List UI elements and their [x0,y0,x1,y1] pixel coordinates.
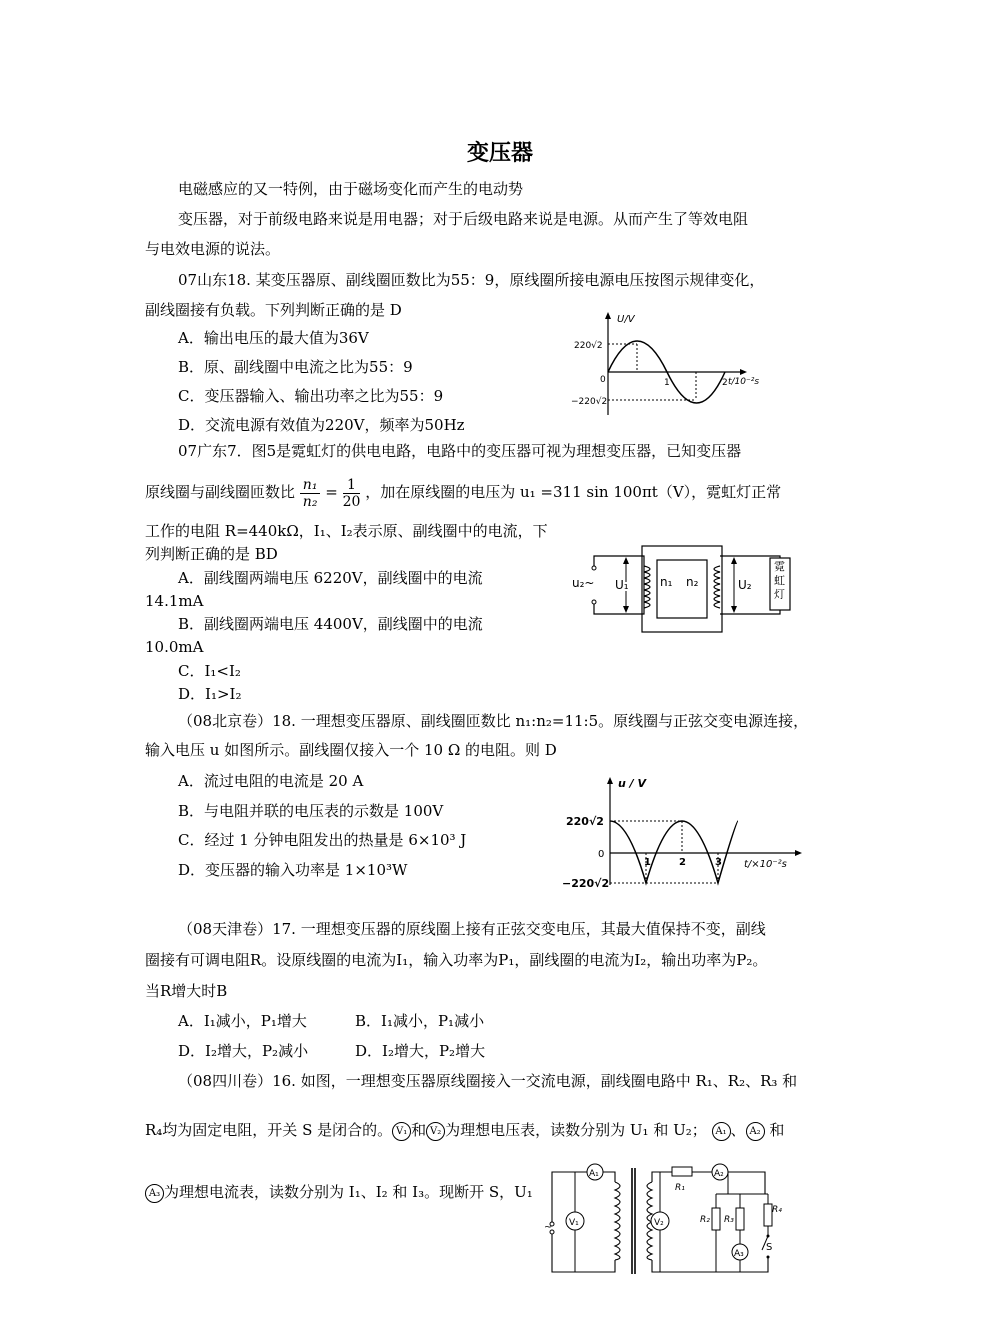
q1-graph-tick-2: 2 [722,378,728,388]
q2-U2-label: U₂ [738,578,752,592]
q2-stem-3: 工作的电阻 R=440kΩ，I₁、I₂表示原、副线圈中的电流，下 [145,522,548,540]
q2-option-d: D．I₁>I₂ [178,685,242,703]
q2-stem-4: 列判断正确的是 BD [145,545,278,563]
q5-circuit-switch: S [766,1242,773,1253]
q5-circuit-R3: R₃ [724,1215,734,1225]
q2-transformer-circuit [570,540,820,640]
q3-graph-xlabel: t/×10⁻²s [744,859,787,870]
q5-stem-3-text: 为理想电流表，读数分别为 I₁、I₂ 和 I₃。现断开 S，U₁ [164,1183,533,1201]
q2-frac-20: 20 [342,493,361,510]
q1-graph-zero: 0 [600,375,606,385]
a2-meter-symbol: A₂ [746,1122,765,1141]
q3-graph-ymax: 220√2 [566,815,604,828]
q5-circuit-A1: A₁ [589,1169,599,1179]
a3-meter-symbol: A₃ [145,1184,164,1203]
q3-stem-2: 输入电压 u 如图所示。副线圈仅接入一个 10 Ω 的电阻。则 D [145,741,557,759]
q4-option-a: A．I₁减小，P₁增大 [178,1012,307,1030]
q2-n2-label: n₂ [686,575,699,589]
intro-line-3: 与电效电源的说法。 [145,240,281,258]
q2-turns-ratio-right [343,477,361,510]
q3-graph-tick-2: 2 [679,857,686,868]
q5-stem-2a: R₄均为固定电阻，开关 S 是闭合的。 [145,1121,393,1139]
q3-graph-zero: 0 [598,849,605,860]
q2-source-label: u₂~ [572,576,595,590]
q4-option-b: B．I₁减小，P₁减小 [355,1012,485,1030]
q1-option-d: D．交流电源有效值为220V，频率为50Hz [178,416,465,434]
intro-line-2: 变压器，对于前级电路来说是用电器；对于后级电路来说是电源。从而产生了等效电阻 [178,210,749,228]
q1-graph-ymax: 220√2 [574,341,603,351]
q5-stem-2 [145,1120,784,1141]
q2-option-c: C．I₁<I₂ [178,662,241,680]
q3-option-d: D．变压器的输入功率是 1×10³W [178,861,408,879]
q1-option-a: A．输出电压的最大值为36V [178,329,369,347]
q3-option-b: B．与电阻并联的电压表的示数是 100V [178,802,444,820]
q1-graph-tick-1: 1 [664,378,670,388]
q5-stem-he-1: 和 [411,1121,427,1139]
q2-frac-1: 1 [343,477,361,494]
q2-option-a-1: A．副线圈两端电压 6220V，副线圈中的电流 [178,569,483,587]
q1-stem-1: 07山东18. 某变压器原、副线圈匝数比为55：9，原线圈所接电源电压按图示规律变化， [178,271,765,289]
q3-graph-ymin: −220√2 [562,877,610,890]
q4-option-d: D．I₂增大，P₂增大 [355,1042,486,1060]
q1-option-b: B．原、副线圈中电流之比为55：9 [178,358,413,376]
page-title: 变压器 [466,141,533,166]
q4-stem-2: 圈接有可调电阻R。设原线圈的电流为I₁，输入功率为P₁，副线圈的电流为I₂，输出功率为P₂。 [145,951,768,969]
q2-turns-ratio-left [300,477,321,510]
q5-source-symbol: ~ [544,1222,553,1233]
q4-stem-1: （08天津卷）17. 一理想变压器的原线圈上接有正弦交变电压，其最大值保持不变，副线 [178,920,766,938]
q3-option-c: C．经过 1 分钟电阻发出的热量是 6×10³ J [178,831,467,849]
q2-U1-label: U₁ [615,578,629,592]
q5-stem-2b: 为理想电压表，读数分别为 U₁ 和 U₂； [445,1121,707,1139]
q5-circuit-R1: R₁ [675,1183,685,1193]
q2-frac-n1: n₁ [300,477,321,494]
v1-meter-symbol: V₁ [392,1122,411,1141]
q1-stem-2: 副线圈接有负载。下列判断正确的是 D [145,301,402,319]
q2-option-b-2: 10.0mA [145,638,204,656]
q2-stem-2a: 原线圈与副线圈匝数比 [145,483,296,501]
q5-stem-3 [145,1182,533,1203]
q2-frac-eq: = [325,483,338,501]
q2-n1-label: n₁ [660,575,673,589]
intro-line-1: 电磁感应的又一特例，由于磁场变化而产生的电动势 [178,180,524,198]
a1-meter-symbol: A₁ [712,1122,731,1141]
q3-stem-1: （08北京卷）18. 一理想变压器原、副线圈匝数比 n₁:n₂=11:5。原线圈与正弦交变电源连接， [178,712,809,730]
q5-circuit-R2: R₂ [700,1215,710,1225]
q5-transformer-circuit [540,1160,790,1278]
q5-stem-he-2: 和 [769,1121,785,1139]
q3-option-a: A．流过电阻的电流是 20 A [178,772,364,790]
q5-circuit-V1: V₁ [569,1218,579,1228]
q5-circuit-V2: V₂ [654,1218,664,1228]
q1-voltage-graph [565,310,760,420]
q3-graph-tick-3: 3 [715,857,722,868]
q5-circuit-A3: A₃ [734,1249,744,1259]
q2-option-a-2: 14.1mA [145,592,204,610]
q1-graph-ymin: −220√2 [571,397,608,407]
v2-meter-symbol: V₂ [426,1122,445,1141]
q2-neon-lamp-label: 霓虹灯 [774,560,785,601]
q1-graph-xlabel: t/10⁻²s [728,377,760,387]
q5-circuit-A2: A₂ [714,1169,724,1179]
q3-voltage-graph [560,775,810,890]
q3-graph-tick-1: 1 [644,857,651,868]
q1-graph-ylabel: U/V [617,314,635,325]
q5-stem-dun: 、 [730,1121,746,1139]
q2-stem-1: 07广东7．图5是霓虹灯的供电电路，电路中的变压器可视为理想变压器，已知变压器 [178,442,742,460]
q2-frac-n2: n₂ [302,493,318,510]
q1-option-c: C．变压器输入、输出功率之比为55：9 [178,387,444,405]
q4-option-c: D．I₂增大，P₂减小 [178,1042,309,1060]
q5-stem-1: （08四川卷）16. 如图，一理想变压器原线圈接入一交流电源，副线圈电路中 R₁、R₂、R₃ 和 [178,1072,798,1090]
q2-stem-2b: ，加在原线圈的电压为 [365,483,516,501]
q4-stem-3: 当R增大时B [145,982,228,1000]
q2-stem-2 [145,474,781,510]
q3-graph-ylabel: u / V [618,777,647,790]
q2-stem-2c: u₁ =311 sin 100πt（V），霓虹灯正常 [519,483,782,501]
q5-circuit-R4: R₄ [772,1205,782,1215]
q2-option-b-1: B．副线圈两端电压 4400V，副线圈中的电流 [178,615,483,633]
